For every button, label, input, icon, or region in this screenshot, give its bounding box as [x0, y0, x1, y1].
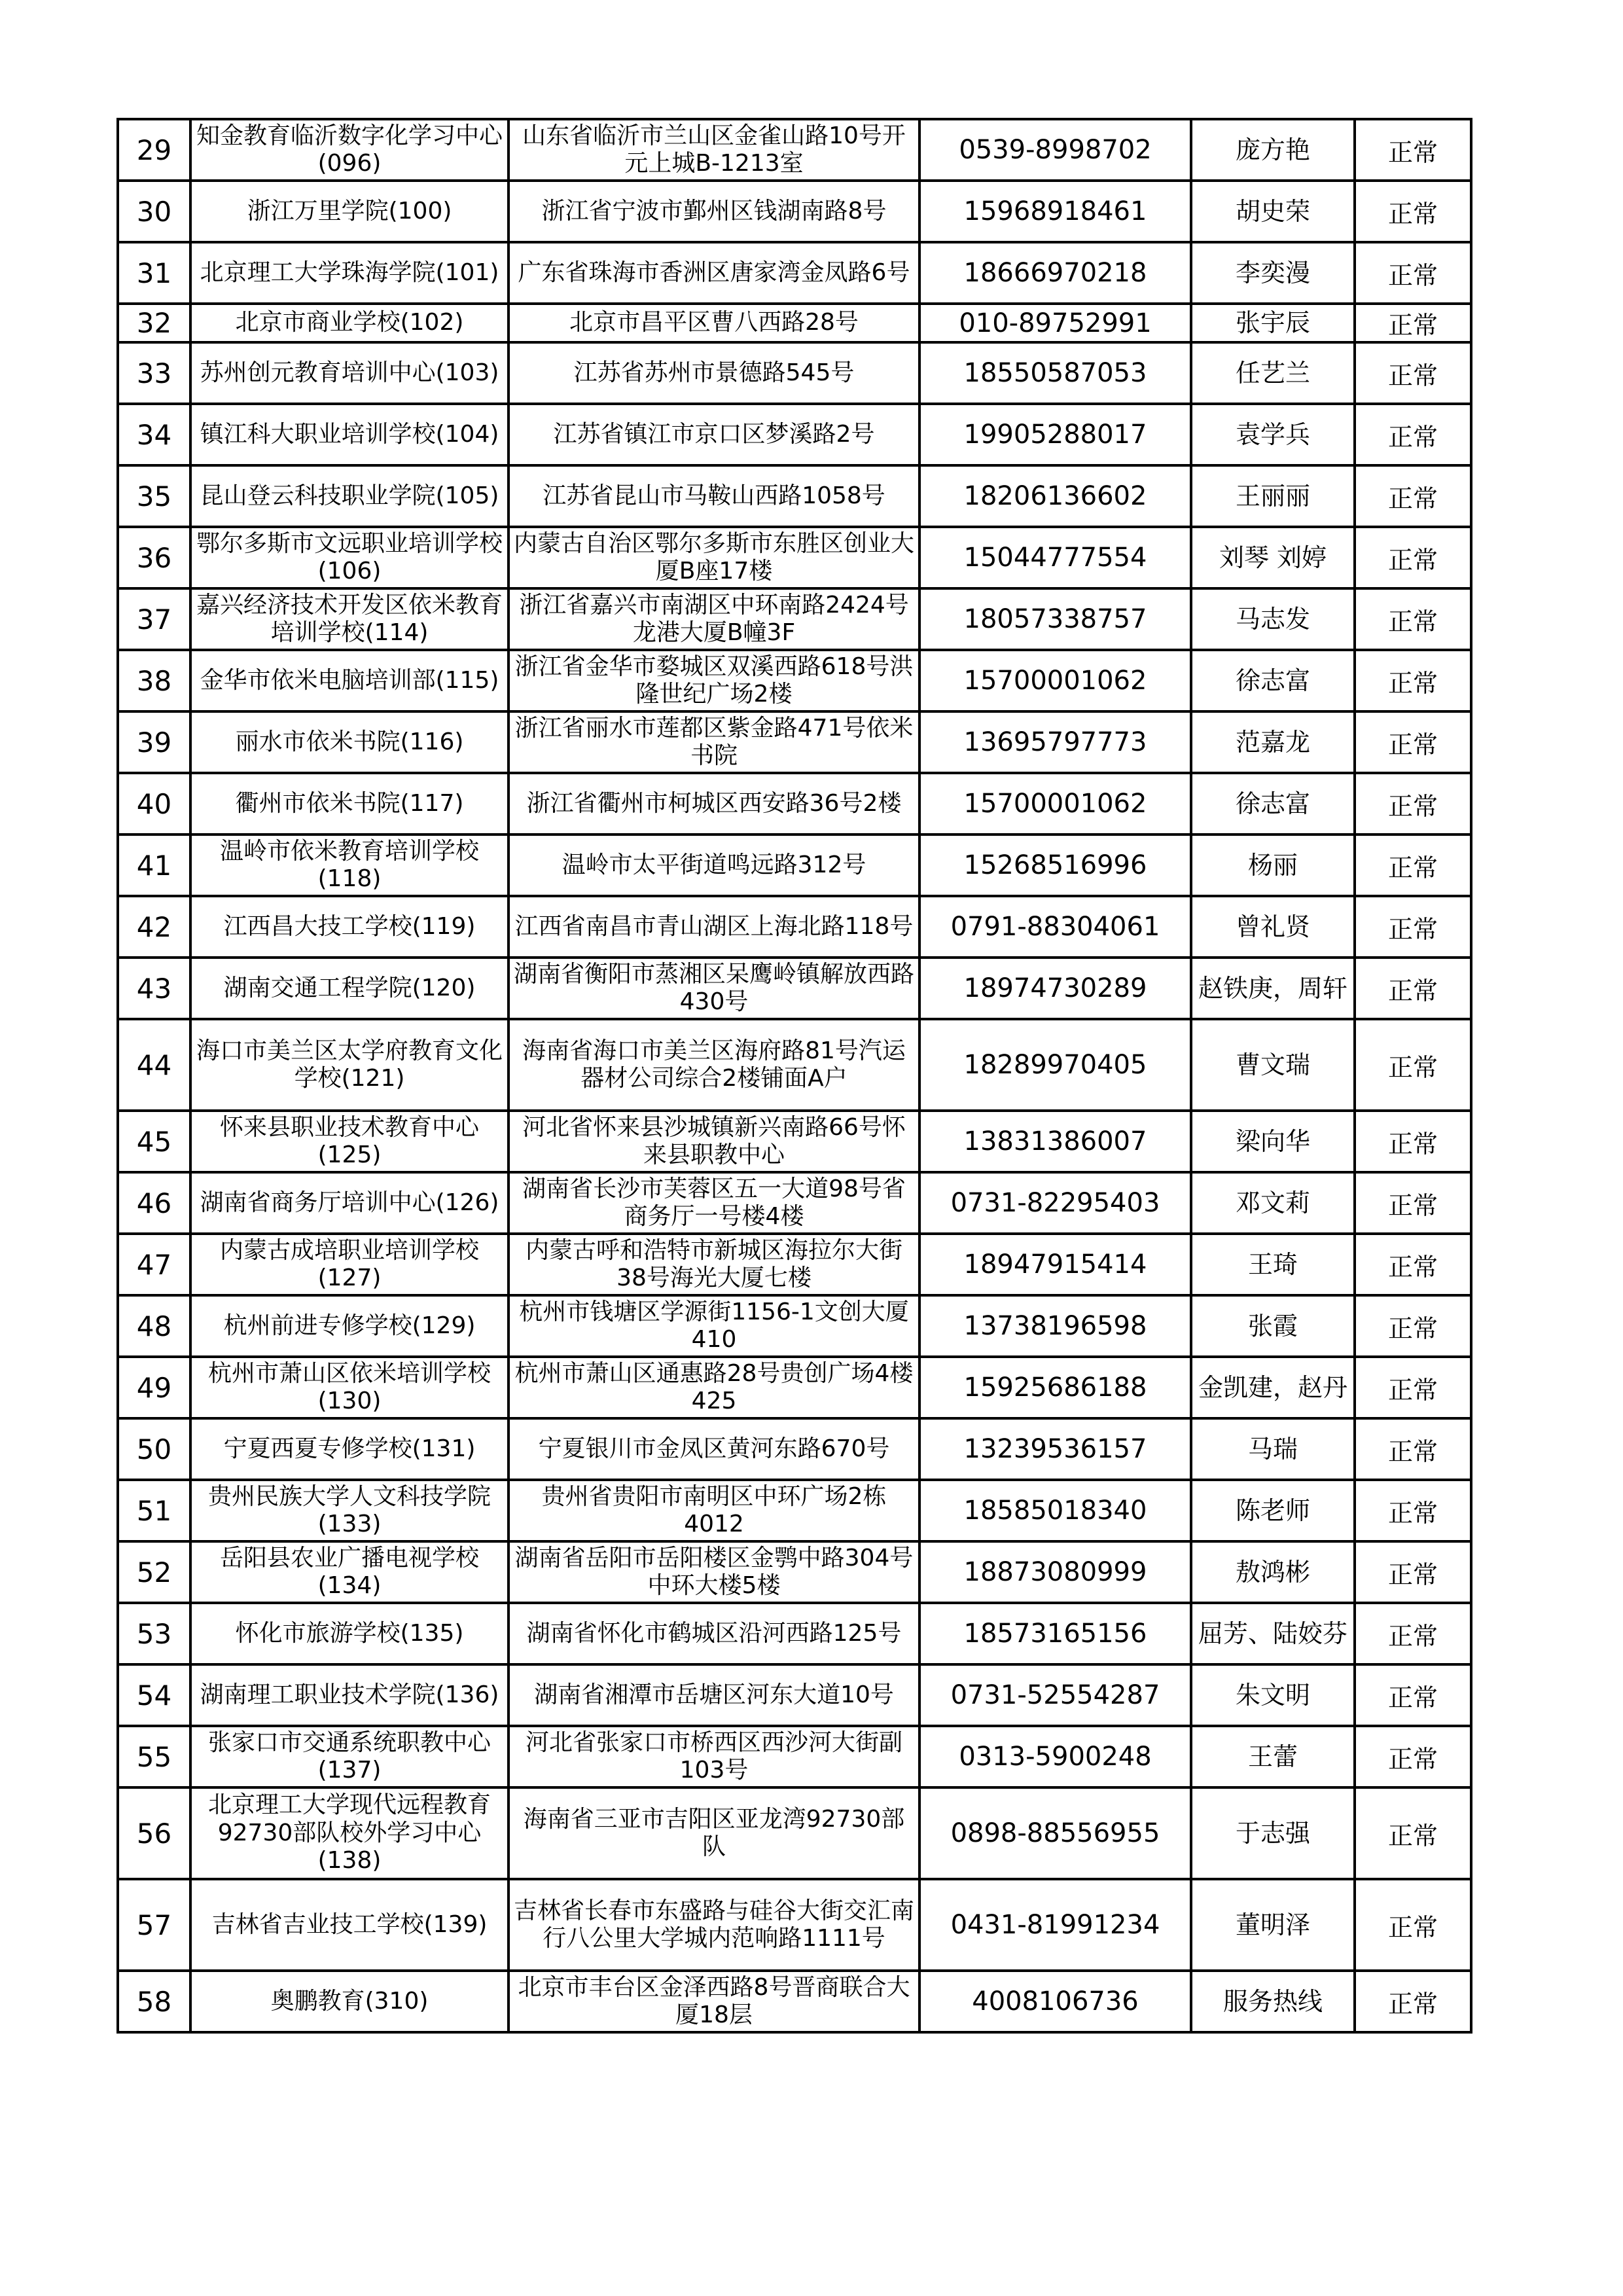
center-name: 宁夏西夏专修学校(131) [190, 1418, 508, 1480]
center-name: 吉林省吉业技工学校(139) [190, 1879, 508, 1971]
center-name: 海口市美兰区太学府教育文化学校(121) [190, 1019, 508, 1111]
center-address: 杭州市萧山区通惠路28号贵创广场4楼425 [508, 1357, 919, 1418]
phone-number: 13695797773 [919, 711, 1191, 773]
center-address: 内蒙古自治区鄂尔多斯市东胜区创业大厦B座17楼 [508, 527, 919, 588]
status-cell: 正常 [1355, 304, 1471, 342]
table-row [118, 1541, 1471, 1603]
table-row [118, 465, 1471, 527]
table-row [118, 1234, 1471, 1295]
contact-person: 赵铁庚，周轩 [1191, 958, 1355, 1019]
row-number: 51 [118, 1480, 190, 1541]
contact-person: 任艺兰 [1191, 342, 1355, 404]
contact-person: 屈芳、陆姣芬 [1191, 1603, 1355, 1664]
status-cell: 正常 [1355, 1971, 1471, 2032]
center-name: 浙江万里学院(100) [190, 181, 508, 242]
status-cell: 正常 [1355, 465, 1471, 527]
row-number: 57 [118, 1879, 190, 1971]
status-cell: 正常 [1355, 773, 1471, 834]
table-row [118, 588, 1471, 650]
table-row [118, 834, 1471, 896]
phone-number: 0539-8998702 [919, 119, 1191, 181]
table-row [118, 119, 1471, 181]
center-address: 湖南省怀化市鹤城区沿河西路125号 [508, 1603, 919, 1664]
center-address: 湖南省衡阳市蒸湘区呆鹰岭镇解放西路430号 [508, 958, 919, 1019]
phone-number: 010-89752991 [919, 304, 1191, 342]
phone-number: 18573165156 [919, 1603, 1191, 1664]
center-address: 河北省张家口市桥西区西沙河大街副103号 [508, 1726, 919, 1787]
phone-number: 0898-88556955 [919, 1787, 1191, 1879]
contact-person: 范嘉龙 [1191, 711, 1355, 773]
row-number: 36 [118, 527, 190, 588]
phone-number: 18289970405 [919, 1019, 1191, 1111]
center-address: 吉林省长春市东盛路与硅谷大街交汇南行八公里大学城内范响路1111号 [508, 1879, 919, 1971]
center-name: 嘉兴经济技术开发区依米教育培训学校(114) [190, 588, 508, 650]
contact-person: 梁向华 [1191, 1111, 1355, 1172]
contact-person: 刘琴 刘婷 [1191, 527, 1355, 588]
row-number: 58 [118, 1971, 190, 2032]
phone-number: 15700001062 [919, 773, 1191, 834]
table-row [118, 1664, 1471, 1726]
contact-person: 杨丽 [1191, 834, 1355, 896]
contact-person: 徐志富 [1191, 650, 1355, 711]
contact-person: 朱文明 [1191, 1664, 1355, 1726]
status-cell: 正常 [1355, 1879, 1471, 1971]
center-address: 河北省怀来县沙城镇新兴南路66号怀来县职教中心 [508, 1111, 919, 1172]
center-address: 江西省南昌市青山湖区上海北路118号 [508, 896, 919, 958]
status-cell: 正常 [1355, 1234, 1471, 1295]
table-row [118, 1971, 1471, 2032]
center-name: 怀化市旅游学校(135) [190, 1603, 508, 1664]
center-address: 杭州市钱塘区学源街1156-1文创大厦410 [508, 1295, 919, 1357]
center-address: 内蒙古呼和浩特市新城区海拉尔大街38号海光大厦七楼 [508, 1234, 919, 1295]
row-number: 42 [118, 896, 190, 958]
phone-number: 18666970218 [919, 242, 1191, 304]
row-number: 48 [118, 1295, 190, 1357]
phone-number: 13239536157 [919, 1418, 1191, 1480]
table-row [118, 527, 1471, 588]
center-name: 湖南理工职业技术学院(136) [190, 1664, 508, 1726]
center-name: 奥鹏教育(310) [190, 1971, 508, 2032]
center-address: 北京市丰台区金泽西路8号晋商联合大厦18层 [508, 1971, 919, 2032]
center-address: 广东省珠海市香洲区唐家湾金凤路6号 [508, 242, 919, 304]
center-name: 北京理工大学珠海学院(101) [190, 242, 508, 304]
table-row [118, 342, 1471, 404]
table-row [118, 242, 1471, 304]
status-cell: 正常 [1355, 650, 1471, 711]
contact-person: 王丽丽 [1191, 465, 1355, 527]
center-name: 贵州民族大学人文科技学院(133) [190, 1480, 508, 1541]
center-name: 丽水市依米书院(116) [190, 711, 508, 773]
table-row [118, 1418, 1471, 1480]
phone-number: 18057338757 [919, 588, 1191, 650]
phone-number: 0731-52554287 [919, 1664, 1191, 1726]
status-cell: 正常 [1355, 1787, 1471, 1879]
status-cell: 正常 [1355, 588, 1471, 650]
row-number: 44 [118, 1019, 190, 1111]
table-row [118, 1879, 1471, 1971]
phone-number: 0791-88304061 [919, 896, 1191, 958]
status-cell: 正常 [1355, 1480, 1471, 1541]
status-cell: 正常 [1355, 1664, 1471, 1726]
table-row [118, 958, 1471, 1019]
center-name: 岳阳县农业广播电视学校(134) [190, 1541, 508, 1603]
status-cell: 正常 [1355, 1541, 1471, 1603]
status-cell: 正常 [1355, 1172, 1471, 1234]
center-address: 浙江省丽水市莲都区紫金路471号依米书院 [508, 711, 919, 773]
contact-person: 邓文莉 [1191, 1172, 1355, 1234]
table-row [118, 1111, 1471, 1172]
contact-person: 王蕾 [1191, 1726, 1355, 1787]
row-number: 47 [118, 1234, 190, 1295]
table-row [118, 1787, 1471, 1879]
phone-number: 13831386007 [919, 1111, 1191, 1172]
table-row [118, 773, 1471, 834]
learning-center-table [116, 118, 1472, 2034]
phone-number: 18550587053 [919, 342, 1191, 404]
center-address: 浙江省金华市婺城区双溪西路618号洪隆世纪广场2楼 [508, 650, 919, 711]
contact-person: 金凯建，赵丹 [1191, 1357, 1355, 1418]
status-cell: 正常 [1355, 1357, 1471, 1418]
status-cell: 正常 [1355, 119, 1471, 181]
row-number: 55 [118, 1726, 190, 1787]
center-address: 贵州省贵阳市南明区中环广场2栋4012 [508, 1480, 919, 1541]
center-address: 浙江省衢州市柯城区西安路36号2楼 [508, 773, 919, 834]
phone-number: 18947915414 [919, 1234, 1191, 1295]
table-row [118, 711, 1471, 773]
center-address: 江苏省昆山市马鞍山西路1058号 [508, 465, 919, 527]
contact-person: 袁学兵 [1191, 404, 1355, 465]
status-cell: 正常 [1355, 1726, 1471, 1787]
phone-number: 15700001062 [919, 650, 1191, 711]
contact-person: 徐志富 [1191, 773, 1355, 834]
row-number: 38 [118, 650, 190, 711]
center-name: 张家口市交通系统职教中心(137) [190, 1726, 508, 1787]
row-number: 33 [118, 342, 190, 404]
table-row [118, 181, 1471, 242]
row-number: 29 [118, 119, 190, 181]
table-row [118, 1357, 1471, 1418]
contact-person: 李奕漫 [1191, 242, 1355, 304]
contact-person: 庞方艳 [1191, 119, 1355, 181]
row-number: 34 [118, 404, 190, 465]
center-name: 湖南省商务厅培训中心(126) [190, 1172, 508, 1234]
contact-person: 张宇辰 [1191, 304, 1355, 342]
status-cell: 正常 [1355, 1295, 1471, 1357]
center-address: 浙江省嘉兴市南湖区中环南路2424号龙港大厦B幢3F [508, 588, 919, 650]
table-row [118, 1295, 1471, 1357]
table-row [118, 1726, 1471, 1787]
phone-number: 0313-5900248 [919, 1726, 1191, 1787]
status-cell: 正常 [1355, 404, 1471, 465]
phone-number: 0731-82295403 [919, 1172, 1191, 1234]
contact-person: 王琦 [1191, 1234, 1355, 1295]
phone-number: 19905288017 [919, 404, 1191, 465]
row-number: 43 [118, 958, 190, 1019]
center-address: 湖南省湘潭市岳塘区河东大道10号 [508, 1664, 919, 1726]
phone-number: 15268516996 [919, 834, 1191, 896]
row-number: 56 [118, 1787, 190, 1879]
center-address: 山东省临沂市兰山区金雀山路10号开元上城B-1213室 [508, 119, 919, 181]
table-row [118, 1603, 1471, 1664]
center-name: 温岭市依米教育培训学校(118) [190, 834, 508, 896]
row-number: 54 [118, 1664, 190, 1726]
status-cell: 正常 [1355, 1111, 1471, 1172]
center-name: 江西昌大技工学校(119) [190, 896, 508, 958]
contact-person: 马瑞 [1191, 1418, 1355, 1480]
center-name: 杭州市萧山区依米培训学校(130) [190, 1357, 508, 1418]
row-number: 49 [118, 1357, 190, 1418]
table-row [118, 896, 1471, 958]
contact-person: 陈老师 [1191, 1480, 1355, 1541]
row-number: 53 [118, 1603, 190, 1664]
contact-person: 敖鸿彬 [1191, 1541, 1355, 1603]
contact-person: 曾礼贤 [1191, 896, 1355, 958]
center-address: 温岭市太平街道鸣远路312号 [508, 834, 919, 896]
center-address: 北京市昌平区曹八西路28号 [508, 304, 919, 342]
center-name: 衢州市依米书院(117) [190, 773, 508, 834]
center-name: 北京市商业学校(102) [190, 304, 508, 342]
center-name: 镇江科大职业培训学校(104) [190, 404, 508, 465]
row-number: 50 [118, 1418, 190, 1480]
row-number: 30 [118, 181, 190, 242]
contact-person: 董明泽 [1191, 1879, 1355, 1971]
center-name: 湖南交通工程学院(120) [190, 958, 508, 1019]
contact-person: 曹文瑞 [1191, 1019, 1355, 1111]
center-address: 浙江省宁波市鄞州区钱湖南路8号 [508, 181, 919, 242]
row-number: 35 [118, 465, 190, 527]
phone-number: 18873080999 [919, 1541, 1191, 1603]
row-number: 45 [118, 1111, 190, 1172]
status-cell: 正常 [1355, 527, 1471, 588]
phone-number: 15044777554 [919, 527, 1191, 588]
center-name: 北京理工大学现代远程教育92730部队校外学习中心(138) [190, 1787, 508, 1879]
center-name: 杭州前进专修学校(129) [190, 1295, 508, 1357]
contact-person: 张霞 [1191, 1295, 1355, 1357]
center-address: 海南省海口市美兰区海府路81号汽运器材公司综合2楼铺面A户 [508, 1019, 919, 1111]
phone-number: 4008106736 [919, 1971, 1191, 2032]
contact-person: 胡史荣 [1191, 181, 1355, 242]
table-row [118, 1019, 1471, 1111]
center-name: 内蒙古成培职业培训学校(127) [190, 1234, 508, 1295]
phone-number: 0431-81991234 [919, 1879, 1191, 1971]
row-number: 52 [118, 1541, 190, 1603]
status-cell: 正常 [1355, 958, 1471, 1019]
row-number: 37 [118, 588, 190, 650]
phone-number: 18206136602 [919, 465, 1191, 527]
center-address: 湖南省岳阳市岳阳楼区金鹗中路304号中环大楼5楼 [508, 1541, 919, 1603]
status-cell: 正常 [1355, 834, 1471, 896]
phone-number: 18974730289 [919, 958, 1191, 1019]
center-name: 怀来县职业技术教育中心(125) [190, 1111, 508, 1172]
center-name: 知金教育临沂数字化学习中心(096) [190, 119, 508, 181]
status-cell: 正常 [1355, 1019, 1471, 1111]
center-address: 湖南省长沙市芙蓉区五一大道98号省商务厅一号楼4楼 [508, 1172, 919, 1234]
row-number: 41 [118, 834, 190, 896]
contact-person: 马志发 [1191, 588, 1355, 650]
table-row [118, 1172, 1471, 1234]
center-address: 宁夏银川市金凤区黄河东路670号 [508, 1418, 919, 1480]
status-cell: 正常 [1355, 1418, 1471, 1480]
center-address: 江苏省镇江市京口区梦溪路2号 [508, 404, 919, 465]
row-number: 31 [118, 242, 190, 304]
table-row [118, 404, 1471, 465]
center-name: 昆山登云科技职业学院(105) [190, 465, 508, 527]
row-number: 39 [118, 711, 190, 773]
row-number: 46 [118, 1172, 190, 1234]
table-row [118, 1480, 1471, 1541]
row-number: 40 [118, 773, 190, 834]
table-row [118, 304, 1471, 342]
status-cell: 正常 [1355, 1603, 1471, 1664]
phone-number: 15968918461 [919, 181, 1191, 242]
contact-person: 于志强 [1191, 1787, 1355, 1879]
contact-person: 服务热线 [1191, 1971, 1355, 2032]
center-address: 江苏省苏州市景德路545号 [508, 342, 919, 404]
status-cell: 正常 [1355, 242, 1471, 304]
status-cell: 正常 [1355, 342, 1471, 404]
center-name: 鄂尔多斯市文远职业培训学校(106) [190, 527, 508, 588]
status-cell: 正常 [1355, 711, 1471, 773]
row-number: 32 [118, 304, 190, 342]
status-cell: 正常 [1355, 896, 1471, 958]
phone-number: 18585018340 [919, 1480, 1191, 1541]
table-row [118, 650, 1471, 711]
center-address: 海南省三亚市吉阳区亚龙湾92730部队 [508, 1787, 919, 1879]
phone-number: 15925686188 [919, 1357, 1191, 1418]
phone-number: 13738196598 [919, 1295, 1191, 1357]
status-cell: 正常 [1355, 181, 1471, 242]
center-name: 金华市依米电脑培训部(115) [190, 650, 508, 711]
center-name: 苏州创元教育培训中心(103) [190, 342, 508, 404]
